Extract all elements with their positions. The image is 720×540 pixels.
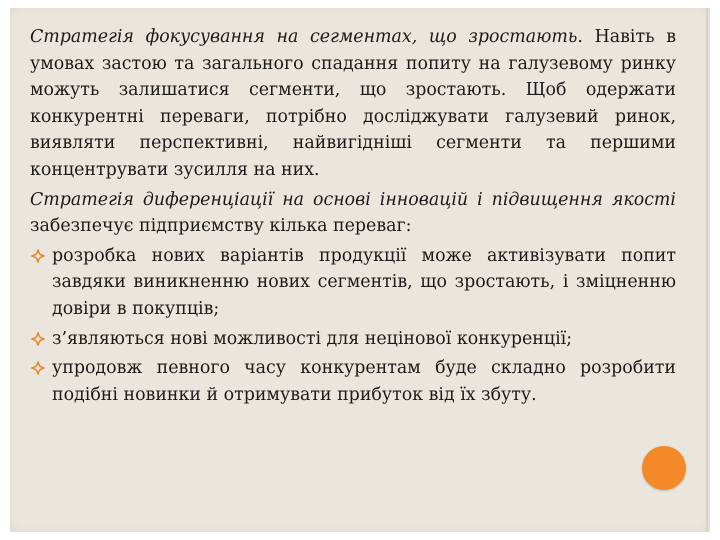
list-item [30, 326, 676, 353]
list-item [30, 243, 676, 323]
strategy-title-differentiation: Стратегія диференціації на основі інновацій і підвищення якості [30, 189, 676, 210]
strategy-title-segments: Стратегія фокусування на сегментах, що зростають [30, 27, 578, 47]
star-bullet-icon [30, 248, 46, 264]
star-bullet-icon [30, 360, 46, 376]
orange-circle-decoration [642, 446, 686, 490]
list-item-text: упродовж певного часу конкурентам буде складно розробити подібні новинки й отримувати прибуток від їх збуту. [52, 358, 676, 405]
title-punctuation: . [577, 27, 583, 47]
paragraph-differentiation [30, 187, 676, 240]
strategy-text-differentiation: забезпечує підприємству кілька переваг: [30, 216, 412, 237]
strategy-text-segments: Навіть в умовах застою та загального спадання попиту на галузевому ринку можуть залишатися сегменти, що зростають. Щоб одержати конкурентні переваги, потрібно досліджувати галузевий ринок, виявляти перспективні, найвигідніші сегменти та першими концентрувати зусилля на них. [30, 27, 677, 180]
list-item-text: з’являються нові можливості для нецінової конкуренції; [52, 328, 573, 349]
paragraph-segments [30, 24, 676, 184]
list-item-text: розробка нових варіантів продукції може активізувати попит завдяки виникненню нових сегментів, що зростають, і зміцненню довіри в покупців; [52, 245, 676, 319]
star-bullet-icon [30, 331, 46, 347]
slide-content [30, 24, 676, 408]
list-item [30, 355, 676, 408]
advantages-list [30, 243, 676, 409]
slide-edge-decoration [706, 8, 708, 532]
